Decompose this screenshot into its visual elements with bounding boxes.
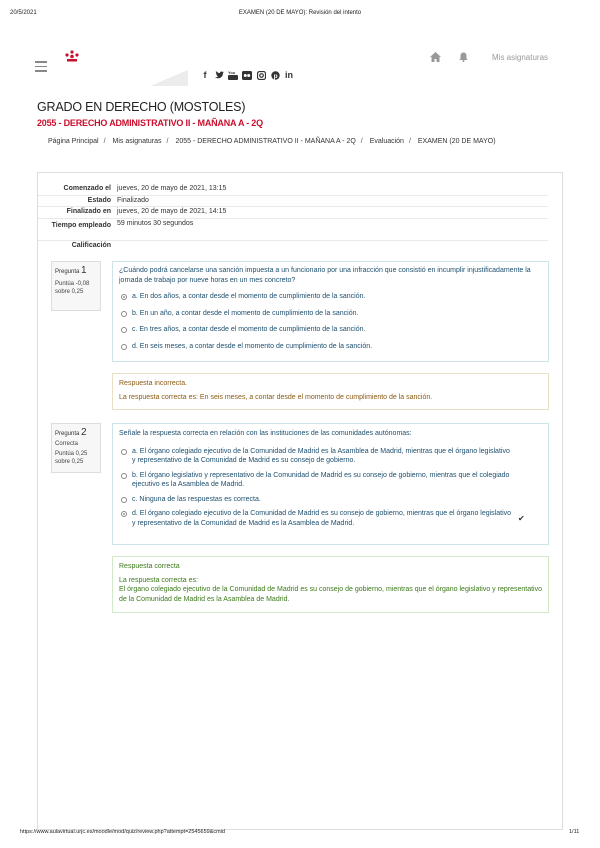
twitter-icon[interactable]	[214, 70, 224, 80]
summary-row	[38, 184, 548, 196]
summary-row	[38, 241, 548, 253]
feedback-text: El órgano colegiado ejecutivo de la Comunidad de Madrid es su consejo de gobierno, mientras que el órgano legislativo y representativo de la Comunidad de Madrid es la Asamblea de Madrid.	[119, 586, 542, 603]
answer-option[interactable]: c. En tres años, a contar desde el momento de cumplimiento de la sanción.	[121, 325, 542, 335]
breadcrumb-my-courses[interactable]: Mis asignaturas	[112, 138, 162, 145]
question-2-feedback	[112, 556, 549, 613]
breadcrumb-course[interactable]: 2055 - DERECHO ADMINISTRATIVO II - MAÑANA A - 2Q	[175, 138, 356, 145]
answer-radio[interactable]	[121, 344, 127, 350]
question-2-box	[112, 423, 549, 545]
question-score: Puntúa -0,08 sobre 0,25	[55, 281, 90, 295]
attempt-summary	[38, 184, 548, 252]
summary-value: Finalizado	[117, 196, 149, 204]
breadcrumb-evaluation[interactable]: Evaluación	[369, 138, 404, 145]
bell-icon[interactable]	[459, 52, 468, 62]
summary-label: Tiempo empleado	[51, 221, 111, 229]
home-icon[interactable]	[430, 52, 441, 62]
university-crest-icon[interactable]	[64, 49, 80, 63]
flickr-icon[interactable]	[242, 70, 252, 80]
nav-shade-decoration	[150, 70, 188, 86]
breadcrumb-exam[interactable]: EXAMEN (20 DE MAYO)	[417, 138, 496, 145]
summary-label: Finalizado en	[66, 208, 111, 215]
footer-page: 1/11	[569, 829, 580, 835]
feedback-title: Respuesta correcta	[119, 563, 180, 570]
summary-label: Calificación	[71, 241, 111, 249]
linkedin-icon[interactable]: in	[285, 70, 293, 80]
question-1-feedback	[112, 373, 549, 410]
breadcrumb-home[interactable]: Página Principal	[48, 138, 99, 145]
answer-radio[interactable]	[121, 294, 127, 300]
question-1-box	[112, 261, 549, 362]
answer-option[interactable]: c. Ninguna de las respuestas es correcta.	[121, 495, 512, 505]
question-1-info	[51, 261, 101, 311]
summary-row	[38, 196, 548, 208]
summary-value: 59 minutos 30 segundos	[117, 219, 194, 227]
answer-option[interactable]: d. En seis meses, a contar desde el momento de cumplimiento de la sanción.	[121, 342, 542, 352]
question-number: Pregunta 1	[55, 265, 87, 276]
summary-value: jueves, 20 de mayo de 2021, 13:15	[117, 185, 227, 192]
svg-text:You: You	[228, 70, 236, 75]
question-text: ¿Cuándo podrá cancelarse una sanción impuesta a un funcionario por una infracción que consistió en incumplir injustificadamente la jornada de trabajo por nueve horas en un mes concreto?	[119, 267, 531, 284]
youtube-icon[interactable]	[228, 70, 238, 80]
my-courses-link[interactable]: Mis asignaturas	[492, 53, 549, 62]
answer-option[interactable]: b. En un año, a contar desde el momento de cumplimiento de la sanción.	[121, 309, 542, 319]
question-score: Puntúa 0,25 sobre 0,25	[55, 451, 88, 465]
pinterest-icon[interactable]	[270, 70, 280, 80]
course-title: 2055 - DERECHO ADMINISTRATIVO II - MAÑANA A - 2Q	[37, 118, 263, 128]
answer-option[interactable]: b. El órgano legislativo y representativo de la Comunidad de Madrid es su consejo de gobierno, mientras que el colegiado ejecutivo es la Asamblea de Madrid.	[121, 471, 512, 490]
answer-radio[interactable]	[121, 473, 127, 479]
social-links	[200, 70, 294, 80]
print-title: EXAMEN (20 DE MAYO): Revisión del intento	[238, 10, 362, 16]
answer-radio[interactable]	[121, 497, 127, 503]
answer-option[interactable]: a. El órgano colegiado ejecutivo de la Comunidad de Madrid es la Asamblea de Madrid, mientras que el órgano legislativo y representativo de la Comunidad de Madrid es su consejo de gobierno.	[121, 447, 512, 466]
summary-row	[38, 207, 548, 219]
answer-option[interactable]: a. En dos años, a contar desde el momento de cumplimiento de la sanción.	[121, 292, 542, 302]
feedback-text: La respuesta correcta es: En seis meses, a contar desde el momento de cumplimiento de la sanción.	[119, 393, 433, 401]
question-2-info	[51, 423, 101, 473]
summary-row	[38, 219, 548, 241]
summary-label: Estado	[87, 196, 111, 204]
answer-radio[interactable]	[121, 311, 127, 317]
question-status: Correcta	[55, 441, 79, 447]
summary-value: jueves, 20 de mayo de 2021, 14:15	[117, 208, 227, 215]
print-date: 20/5/2021	[10, 10, 37, 16]
answer-option[interactable]: d. El órgano colegiado ejecutivo de la Comunidad de Madrid es su consejo de gobierno, mientras que el órgano legislativo y representativo de la Comunidad de Madrid es la Asamblea de Madrid.	[121, 509, 512, 528]
summary-label: Comenzado el	[63, 185, 111, 192]
feedback-title: Respuesta incorrecta.	[119, 380, 188, 387]
breadcrumb: Página Principal / Mis asignaturas / 2055 - DERECHO ADMINISTRATIVO II - MAÑANA A - 2Q / Evaluación / EXAMEN (20 DE MAYO)	[48, 138, 496, 145]
answer-radio[interactable]	[121, 449, 127, 455]
instagram-icon[interactable]	[256, 70, 266, 80]
question-number: Pregunta 2	[55, 427, 87, 438]
question-text: Señale la respuesta correcta en relación con las instituciones de las comunidades autónomas:	[119, 430, 412, 437]
menu-toggle-icon[interactable]	[35, 61, 47, 71]
facebook-icon[interactable]: f	[203, 70, 207, 80]
feedback-label: La respuesta correcta es:	[119, 576, 198, 584]
page-title: GRADO EN DERECHO (MOSTOLES)	[37, 100, 246, 114]
answer-radio[interactable]	[121, 327, 127, 333]
correct-check-icon: ✔	[518, 514, 525, 523]
answer-radio[interactable]	[121, 511, 127, 517]
footer-url: https://www.aulavirtual.urjc.es/moodle/mod/quiz/review.php?attempt=2545659&cmid	[20, 829, 225, 835]
svg-text:p: p	[273, 72, 278, 80]
